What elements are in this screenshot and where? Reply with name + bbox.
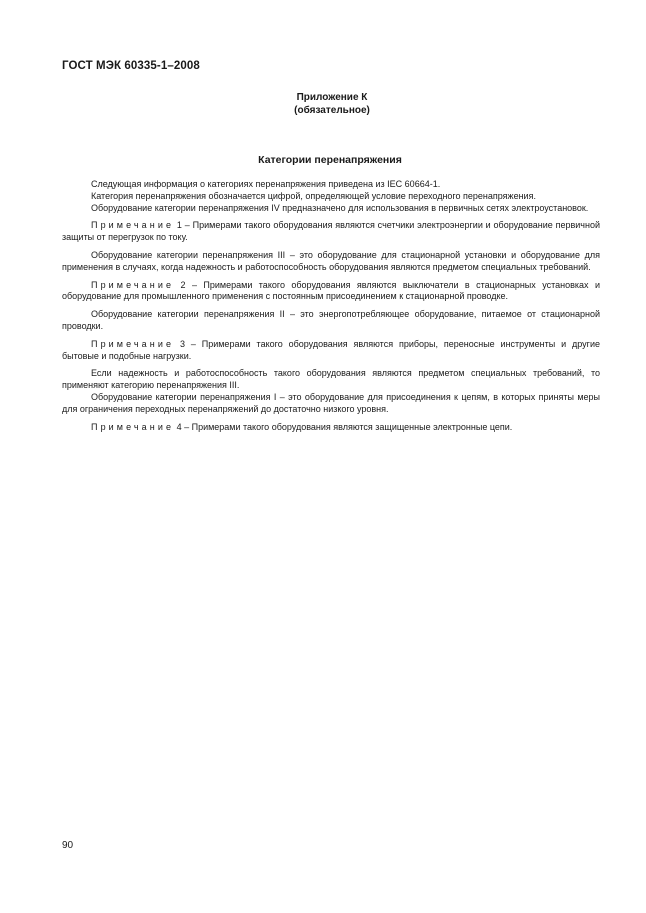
appendix-heading [0, 91, 646, 117]
paragraph: Категория перенапряжения обозначается цифрой, определяющей условие переходного перенапряжения. [91, 190, 536, 201]
note-label: Примечание [91, 220, 175, 231]
note-label: Примечание [91, 338, 175, 349]
note-1 [62, 220, 600, 244]
page-number: 90 [62, 840, 74, 851]
appendix-title: Приложение К [296, 92, 368, 103]
appendix-status: (обязательное) [294, 105, 370, 116]
paragraph: Оборудование категории перенапряжения III – это оборудование для стационарной установки и оборудование для применения в случаях, когда надежность и работоспособность оборудования являются предметом специальных требований. [62, 249, 600, 272]
note-label: Примечание [91, 421, 175, 432]
note-text: 4 – Примерами такого оборудования являются защищенные электронные цепи. [174, 421, 513, 432]
note-text: 1 – Примерами такого оборудования являются счетчики электроэнергии и оборудование первичной защиты от перегрузок по току. [62, 220, 600, 243]
section-title: Категории перенапряжения [258, 154, 402, 166]
note-text: 3 – Примерами такого оборудования являются приборы, переносные инструменты и другие бытовые и подобные нагрузки. [62, 338, 600, 361]
paragraph: Оборудование категории перенапряжения IV предназначено для использования в первичных сетях электроустановок. [91, 202, 589, 213]
paragraph: Оборудование категории перенапряжения II – это энергопотребляющее оборудование, питаемое от стационарной проводки. [62, 309, 600, 331]
note-text: 2 – Примерами такого оборудования являются выключатели в стационарных установках и оборудование для промышленного применения с постоянным присоединением к стационарной проводке. [62, 279, 600, 302]
note-3 [62, 339, 600, 363]
note-2 [62, 280, 600, 304]
note-4 [62, 422, 600, 434]
note-label: Примечание [91, 279, 175, 290]
body-text [62, 179, 600, 433]
standard-header: ГОСТ МЭК 60335-1–2008 [62, 60, 200, 72]
paragraph: Следующая информация о категориях перенапряжения приведена из IEC 60664-1. [91, 179, 441, 189]
paragraph: Оборудование категории перенапряжения I – это оборудование для присоединения к цепям, в которых приняты меры для ограничения переходных перенапряжений до достаточно низкого уровня. [62, 391, 600, 414]
paragraph: Если надежность и работоспособность такого оборудования являются предметом специальных требований, то применяют категорию перенапряжения III. [62, 368, 600, 391]
